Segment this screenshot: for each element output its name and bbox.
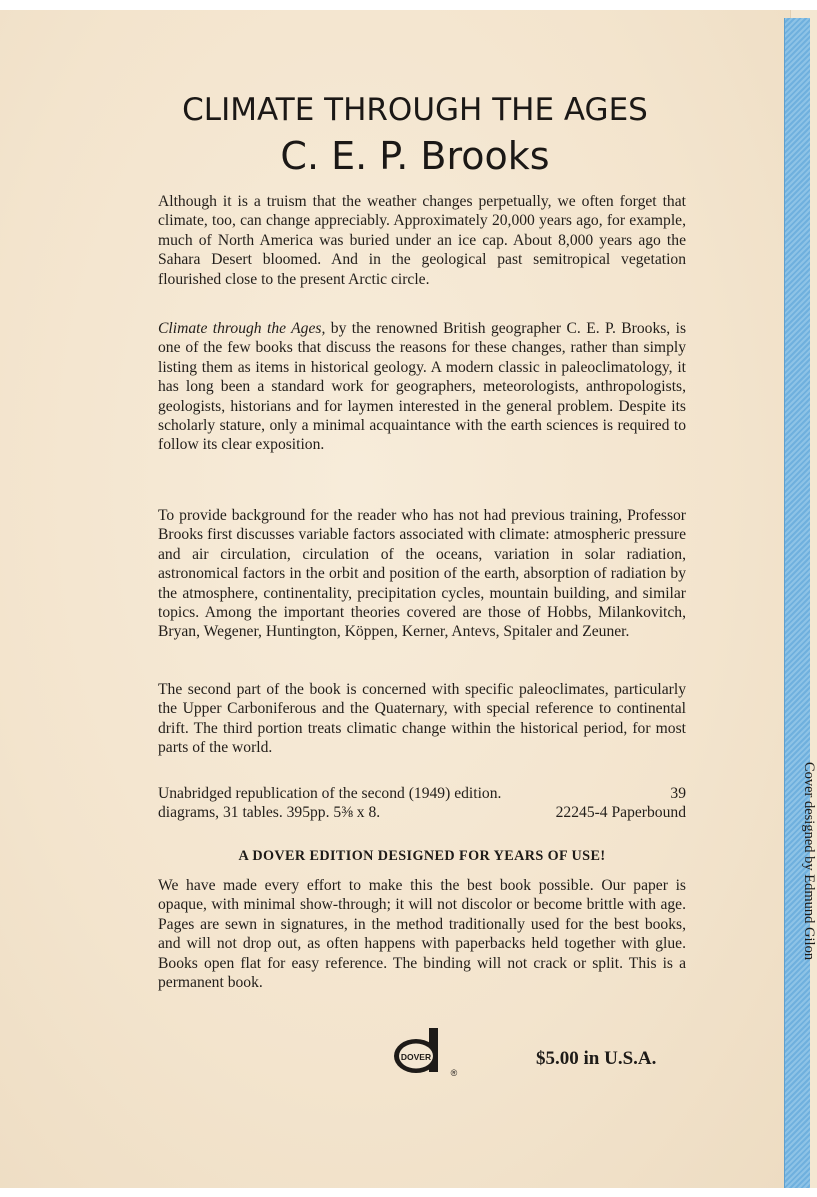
book-author: C. E. P. Brooks bbox=[280, 134, 550, 178]
dover-edition-heading: A DOVER EDITION DESIGNED FOR YEARS OF USE! bbox=[238, 848, 606, 864]
price-label: $5.00 in U.S.A. bbox=[536, 1048, 657, 1069]
description-paragraph-1: Although it is a truism that the weather changes perpetually, we often forget that climate, too, can change appreciably. Approximately 20,000 years ago, for example, much of North America was buried under an ice cap. About 8,000 years ago the Sahara Desert bloomed. And in the geological past semitropical vegetation flourished close to the present Arctic circle. bbox=[158, 193, 686, 288]
description-paragraph-4: The second part of the book is concerned with specific paleoclimates, particularly the Upper Carboniferous and the Quaternary, with special reference to continental drift. The third portion treats climatic change within the historical period, for most parts of the world. bbox=[158, 681, 686, 757]
publication-line-1-text: Unabridged republication of the second (1949) edition. bbox=[158, 785, 502, 802]
publication-line-1 bbox=[158, 784, 686, 803]
dover-edition-paragraph: We have made every effort to make this the best book possible. Our paper is opaque, with minimal show-through; it will not discolor or become brittle with age. Pages are sewn in signatures, in the method traditionally used for the best books, and will not drop out, as often happens with paperbacks held together with glue. Books open flat for easy reference. The binding will not crack or split. This is a permanent book. bbox=[158, 877, 686, 992]
cover-design-credit: Cover designed by Edmund Gilon bbox=[801, 761, 817, 961]
description-paragraph-3: To provide background for the reader who has not had previous training, Professor Brooks first discusses variable factors associated with climate: atmospheric pressure and air circulation, circulation of the oceans, variation in solar radiation, astronomical factors in the orbit and position of the earth, absorption of radiation by the atmosphere, continentality, precipitation cycles, mountain building, and similar topics. Among the important theories covered are those of Hobbs, Milankovitch, Bryan, Wegener, Huntington, Köppen, Kerner, Antevs, Spitaler and Zeuner. bbox=[158, 507, 686, 641]
dover-logo bbox=[392, 1026, 468, 1078]
dover-logo-text: DOVER bbox=[400, 1052, 432, 1062]
registered-mark: ® bbox=[450, 1068, 458, 1078]
publication-line-1-number: 39 bbox=[670, 785, 686, 802]
scan-margin-top bbox=[0, 0, 817, 10]
isbn-paperbound: 22245-4 Paperbound bbox=[555, 804, 686, 821]
publication-line-2 bbox=[158, 803, 686, 822]
paragraph-2-text: by the renowned British geographer C. E. P. Brooks, is one of the few books that discuss the reasons for these changes, rather than simply listing them as items in historical geology. A modern classic in paleoclimatology, it has long been a standard work for geographers, meteorologists, anthropologists, geologists, historians and for laymen interested in the general problem. Despite its scholarly stature, only a minimal acquaintance with the earth sciences is required to follow its clear exposition. bbox=[158, 320, 687, 454]
spine-stripe bbox=[784, 18, 810, 1190]
scan-margin-bottom bbox=[0, 1188, 817, 1197]
book-title: CLIMATE THROUGH THE AGES bbox=[182, 92, 648, 128]
description-paragraph-2 bbox=[158, 319, 686, 455]
publication-line-2-text: diagrams, 31 tables. 395pp. 5⅜ x 8. bbox=[158, 804, 381, 821]
book-title-italic: Climate through the Ages, bbox=[158, 320, 326, 337]
